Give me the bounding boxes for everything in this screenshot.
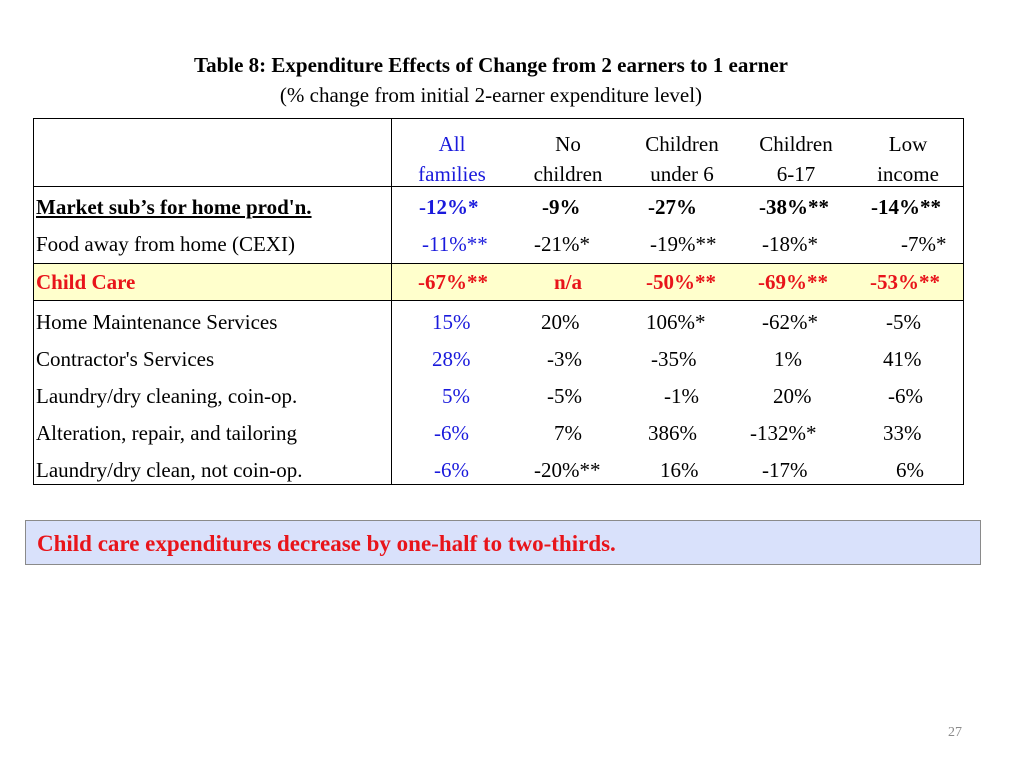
cell-children-6-17: -132%* xyxy=(750,421,817,445)
cell-low-income: 6% xyxy=(896,458,924,482)
table-row xyxy=(34,415,965,452)
header-no-children xyxy=(512,129,624,186)
header-children-under-6-line2: under 6 xyxy=(650,162,714,186)
cell-low-income: -6% xyxy=(888,384,923,408)
cell-children-6-17: 1% xyxy=(774,347,802,371)
cell-children-under-6: -19%** xyxy=(650,232,717,256)
expenditure-table xyxy=(33,118,964,485)
page-number: 27 xyxy=(948,725,962,740)
header-children-6-17-line2: 6-17 xyxy=(776,162,816,186)
table-row xyxy=(34,341,965,378)
header-low-income-line1: Low xyxy=(888,132,928,156)
cell-no-children: 20% xyxy=(541,310,580,334)
row-label: Food away from home (CEXI) xyxy=(36,232,295,256)
cell-children-under-6: 106%* xyxy=(646,310,706,334)
cell-all-families: -6% xyxy=(434,421,469,445)
cell-no-children: -20%** xyxy=(534,458,601,482)
header-no-children-line1: No xyxy=(555,132,581,156)
cell-no-children: -21%* xyxy=(534,232,590,256)
row-label: Home Maintenance Services xyxy=(36,310,278,334)
cell-low-income: -5% xyxy=(886,310,921,334)
row-label: Market sub’s for home prod'n. xyxy=(36,195,312,219)
cell-children-6-17: -69%** xyxy=(758,270,828,294)
cell-all-families: -6% xyxy=(434,458,469,482)
cell-no-children: -9% xyxy=(542,195,581,219)
cell-children-under-6: -1% xyxy=(664,384,699,408)
table-row xyxy=(34,452,965,489)
header-all-families-line2: families xyxy=(418,162,486,186)
cell-low-income: -7%* xyxy=(901,232,947,256)
cell-children-under-6: 16% xyxy=(660,458,699,482)
cell-children-6-17: -38%** xyxy=(759,195,829,219)
table-row xyxy=(34,189,965,226)
cell-all-families: 28% xyxy=(432,347,471,371)
cell-low-income: 33% xyxy=(883,421,922,445)
slide-subtitle: (% change from initial 2-earner expenditure level) xyxy=(279,83,703,107)
cell-children-6-17: -18%* xyxy=(762,232,818,256)
cell-low-income: -53%** xyxy=(870,270,940,294)
header-children-under-6 xyxy=(624,129,740,186)
table-row xyxy=(34,304,965,341)
callout-text: Child care expenditures decrease by one-half to two-thirds. xyxy=(37,531,616,556)
header-children-under-6-line1: Children xyxy=(645,132,719,156)
table-row-highlight xyxy=(34,264,965,301)
table-row xyxy=(34,226,965,263)
cell-no-children: n/a xyxy=(554,270,583,294)
header-children-6-17-line1: Children xyxy=(759,132,833,156)
header-low-income xyxy=(852,129,964,186)
table-row xyxy=(34,378,965,415)
row-label: Child Care xyxy=(36,270,136,294)
cell-all-families: -67%** xyxy=(418,270,488,294)
cell-children-under-6: 386% xyxy=(648,421,697,445)
row-label: Alteration, repair, and tailoring xyxy=(36,421,297,445)
cell-no-children: 7% xyxy=(554,421,582,445)
slide-title: Table 8: Expenditure Effects of Change from 2 earners to 1 earner xyxy=(194,53,788,77)
cell-low-income: 41% xyxy=(883,347,922,371)
header-all-families-line1: All xyxy=(438,132,466,156)
cell-children-under-6: -50%** xyxy=(646,270,716,294)
header-all-families xyxy=(392,129,512,186)
cell-children-under-6: -35% xyxy=(651,347,697,371)
cell-low-income: -14%** xyxy=(871,195,941,219)
cell-children-6-17: 20% xyxy=(773,384,812,408)
cell-children-under-6: -27% xyxy=(648,195,697,219)
cell-all-families: 15% xyxy=(432,310,471,334)
cell-no-children: -3% xyxy=(547,347,582,371)
callout-box xyxy=(25,520,981,565)
row-label: Laundry/dry cleaning, coin-op. xyxy=(36,384,298,408)
cell-all-families: -12%* xyxy=(419,195,479,219)
header-low-income-line2: income xyxy=(877,162,939,186)
header-no-children-line2: children xyxy=(533,162,603,186)
cell-children-6-17: -62%* xyxy=(762,310,818,334)
cell-all-families: 5% xyxy=(442,384,470,408)
cell-no-children: -5% xyxy=(547,384,582,408)
row-label: Contractor's Services xyxy=(36,347,215,371)
cell-all-families: -11%** xyxy=(422,232,488,256)
header-children-6-17 xyxy=(740,129,852,186)
row-label: Laundry/dry clean, not coin-op. xyxy=(36,458,303,482)
cell-children-6-17: -17% xyxy=(762,458,808,482)
